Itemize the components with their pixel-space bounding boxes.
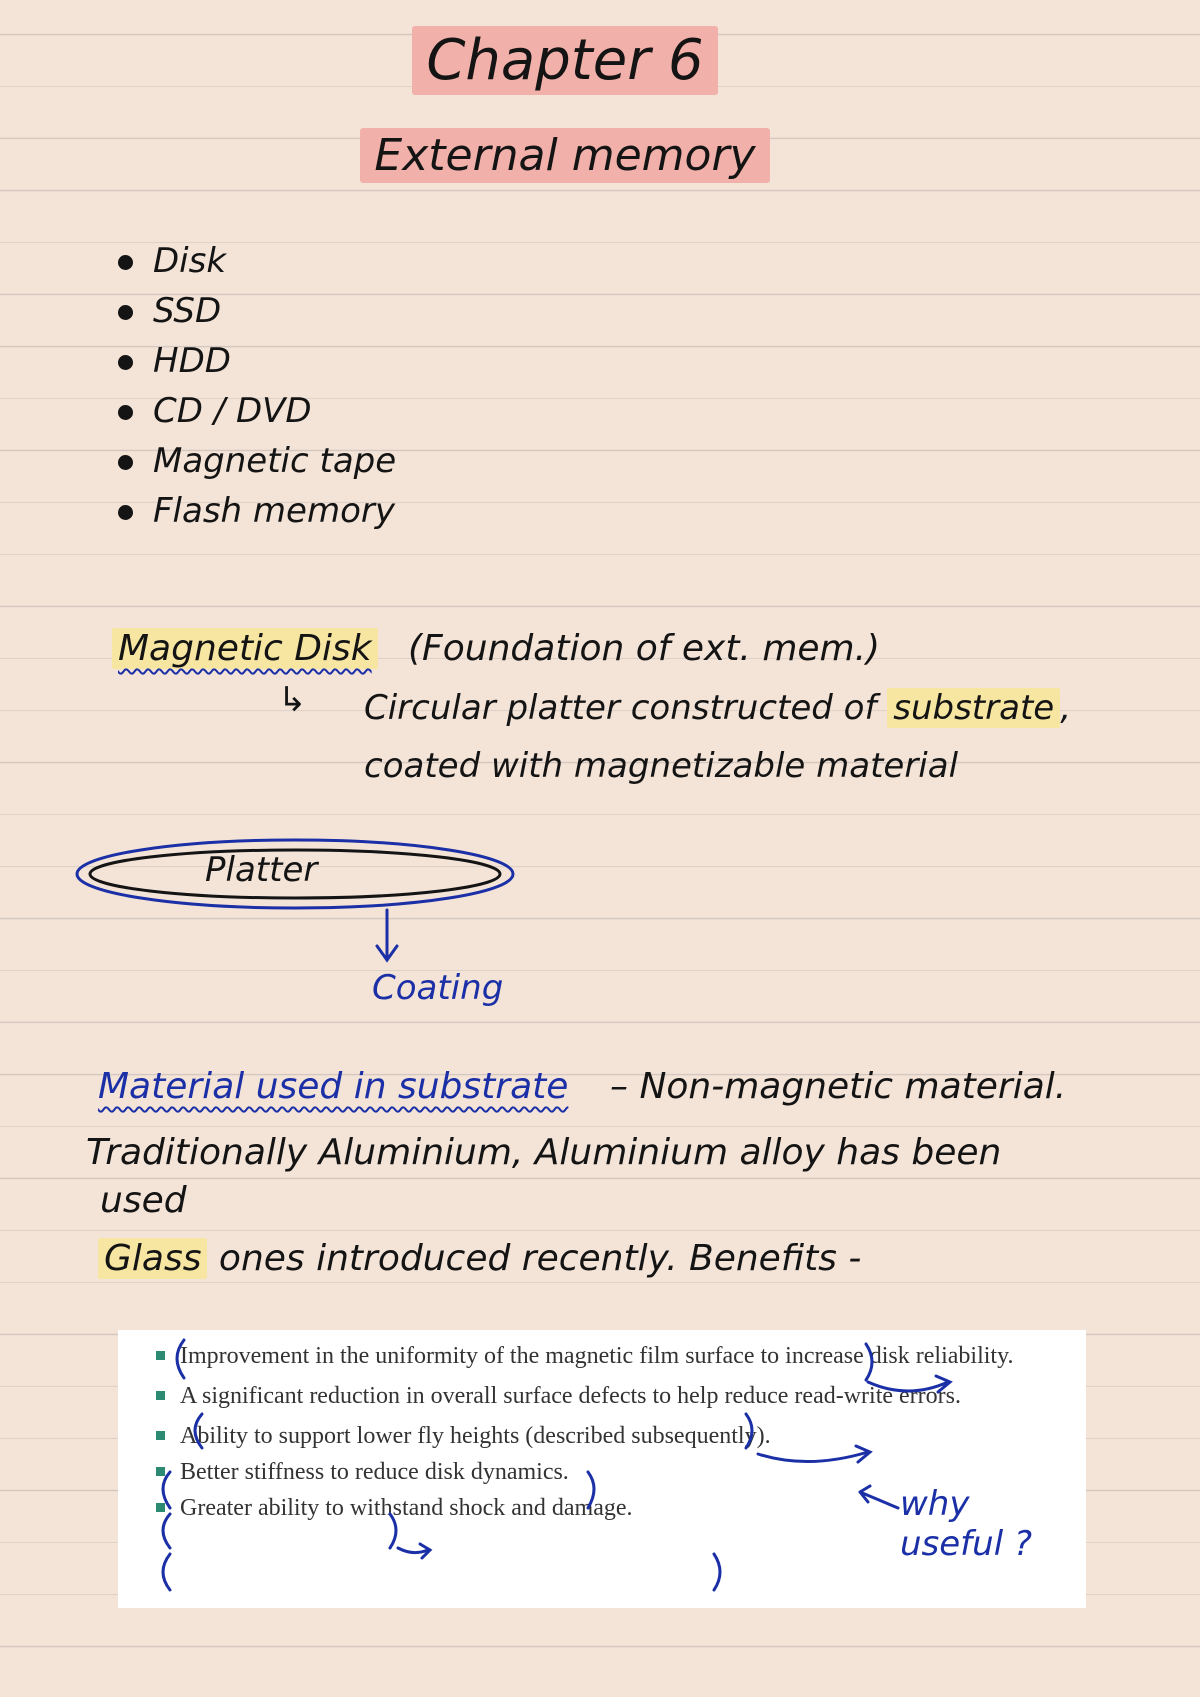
list-item-label: SSD (153, 291, 222, 331)
list-item (118, 236, 396, 286)
list-item-label: Flash memory (153, 491, 395, 531)
subtitle-text: External memory (360, 128, 769, 183)
definition-line-2: coated with magnetizable material (364, 746, 959, 786)
list-item: Greater ability to withstand shock and damage. (156, 1492, 1062, 1524)
page-subtitle (0, 130, 1130, 181)
list-item (118, 286, 396, 336)
glass-highlight: Glass (98, 1238, 207, 1279)
list-item-label: Magnetic tape (153, 441, 397, 481)
traditional-material-line-1: Traditionally Aluminium, Aluminium alloy has been (86, 1132, 1002, 1173)
platter-label: Platter (205, 850, 318, 890)
storage-types-list (118, 236, 396, 536)
list-item (118, 436, 396, 486)
bullet-dot-icon (118, 455, 133, 470)
definition-comma: , (1060, 688, 1071, 728)
bullet-dot-icon (118, 405, 133, 420)
list-item-label: CD / DVD (153, 391, 312, 431)
bullet-dot-icon (118, 505, 133, 520)
definition-line-1 (364, 688, 1071, 728)
textbook-excerpt (118, 1330, 1086, 1608)
list-item (118, 336, 396, 386)
list-item (118, 486, 396, 536)
list-item (118, 386, 396, 436)
bullet-dot-icon (118, 305, 133, 320)
glass-benefits-text: ones introduced recently. Benefits - (207, 1238, 862, 1279)
list-item: A significant reduction in overall surface defects to help reduce read-write errors. (156, 1380, 1062, 1412)
bullet-dot-icon (118, 355, 133, 370)
substrate-heading: Material used in substrate (98, 1066, 569, 1107)
magnetic-disk-heading-text: Magnetic Disk (112, 628, 378, 669)
substrate-highlight: substrate (887, 688, 1060, 728)
coating-label: Coating (372, 968, 504, 1008)
bullet-dot-icon (118, 255, 133, 270)
magnetic-disk-heading (112, 628, 378, 669)
why-useful-annotation: why useful ? (900, 1484, 1032, 1564)
list-item-label: HDD (153, 341, 231, 381)
glass-benefits-line (98, 1238, 861, 1279)
non-magnetic-note: – Non-magnetic material. (610, 1066, 1067, 1107)
magnetic-disk-note: (Foundation of ext. mem.) (408, 628, 881, 669)
title-text: Chapter 6 (412, 26, 717, 95)
traditional-material-line-2: used (100, 1180, 187, 1221)
down-arrow-icon (372, 908, 402, 968)
list-item: Better stiffness to reduce disk dynamics. (156, 1456, 1062, 1488)
elbow-arrow-icon: ↳ (278, 680, 307, 720)
list-item-label: Disk (153, 241, 227, 281)
list-item: Ability to support lower fly heights (described subsequently). (156, 1420, 1062, 1452)
list-item: Improvement in the uniformity of the magnetic film surface to increase disk reliability. (156, 1340, 1062, 1372)
definition-text: Circular platter constructed of (364, 688, 888, 728)
page-title (0, 28, 1130, 93)
